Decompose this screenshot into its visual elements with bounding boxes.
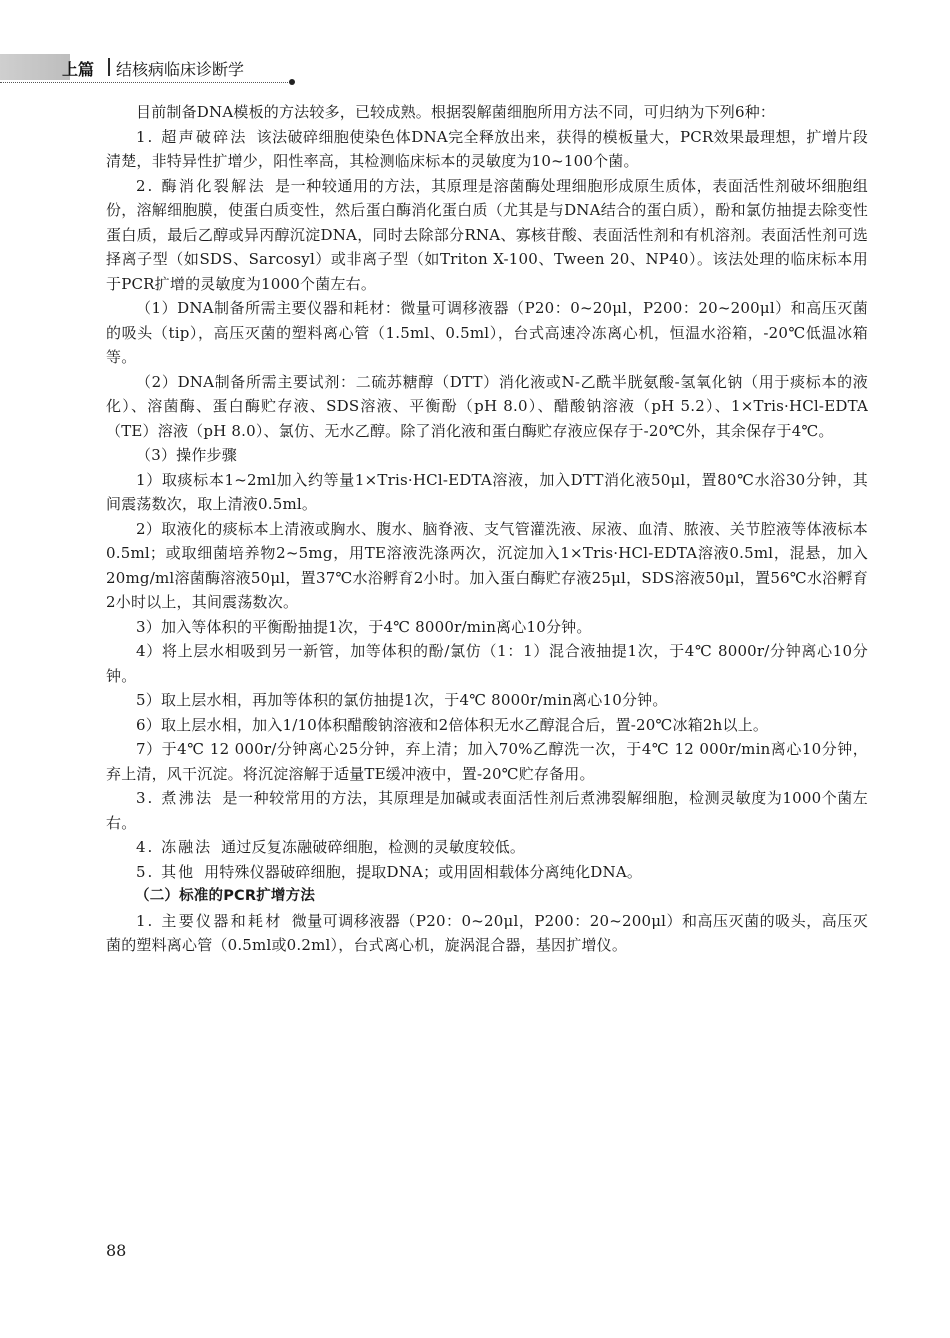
header-dot xyxy=(289,79,295,85)
book-title: 结核病临床诊断学 xyxy=(116,60,245,79)
running-header xyxy=(0,54,300,80)
paragraph-instruments: （1）DNA制备所需主要仪器和耗材：微量可调移液器（P20：0~20μl，P200：20~200μl）和高压灭菌的吸头（tip），高压灭菌的塑料离心管（1.5ml、0.5ml），台式高速冷冻离心机，恒温水浴箱，-20℃低温冰箱等。 xyxy=(106,299,868,366)
header-separator xyxy=(108,58,110,76)
paragraph-method-2: 2. 酶消化裂解法 是一种较通用的方法，其原理是溶菌酶处理细胞形成原生质体，表面活性剂破坏细胞组份，溶解细胞膜，使蛋白质变性，然后蛋白酶消化蛋白质（尤其是与DNA结合的蛋白质），酚和氯仿抽提去除变性蛋白质，最后乙醇或异丙醇沉淀DNA，同时去除部分RNA、寡核苷酸、表面活性剂和有机溶剂。表面活性剂可选择离子型（如SDS、Sarcosyl）或非离子型（如Triton X-100、Tween 20、NP40）。该法处理的临床标本用于PCR扩增的灵敏度为1000个菌左右。 xyxy=(106,176,868,293)
paragraph-step-1: 1）取痰标本1~2ml加入约等量1×Tris·HCl-EDTA溶液，加入DTT消化液50μl，置80℃水浴30分钟，其间震荡数次，取上清液0.5ml。 xyxy=(106,470,868,513)
page-body xyxy=(106,100,868,958)
header-band xyxy=(0,54,70,80)
paragraph-step-2: 2）取液化的痰标本上清液或胸水、腹水、脑脊液、支气管灌洗液、尿液、血清、脓液、关节腔液等体液标本0.5ml；或取细菌培养物2~5mg，用TE溶液洗涤两次，沉淀加入1×Tris·HCl-EDTA溶液0.5ml，混悬，加入20mg/ml溶菌酶溶液50μl，置37℃水浴孵育2小时。加入蛋白酶贮存液25μl，SDS溶液50μl，置56℃水浴孵育2小时以上，其间震荡数次。 xyxy=(106,519,868,611)
paragraph-intro: 目前制备DNA模板的方法较多，已较成熟。根据裂解菌细胞所用方法不同，可归纳为下列6种： xyxy=(136,103,776,121)
header-rule xyxy=(0,82,292,83)
method-term: 1. 超声破碎法 xyxy=(136,127,248,146)
method-term: 3. 煮沸法 xyxy=(136,789,214,807)
method-term: 5. 其他 xyxy=(136,862,196,881)
paragraph-method-4: 4. 冻融法 通过反复冻融破碎细胞，检测的灵敏度较低。 xyxy=(136,838,526,856)
method-term: 4. 冻融法 xyxy=(136,838,213,856)
paragraph-step-4: 4）将上层水相吸到另一新管，加等体积的酚/氯仿（1：1）混合液抽提1次，于4℃ 8000r/分钟离心10分钟。 xyxy=(106,642,868,685)
paragraph-method-1: 1. 超声破碎法 该法破碎细胞使染色体DNA完全释放出来，获得的模板量大，PCR效果最理想，扩增片段清楚，非特异性扩增少，阳性率高，其检测临床标本的灵敏度为10~100个菌。 xyxy=(106,127,868,170)
page-number: 88 xyxy=(106,1241,127,1260)
paragraph-step-3: 3）加入等体积的平衡酚抽提1次，于4℃ 8000r/min离心10分钟。 xyxy=(136,617,592,636)
part-label: 上篇 xyxy=(62,60,95,79)
paragraph-method-5: 5. 其他 用特殊仪器破碎细胞，提取DNA；或用固相载体分离纯化DNA。 xyxy=(136,862,643,881)
paragraph-step-7: 7）于4℃ 12 000r/分钟离心25分钟，弃上清；加入70%乙醇洗一次，于4℃ 12 000r/min离心10分钟，弃上清，风干沉淀。将沉淀溶解于适量TE缓冲液中，置-20℃贮存备用。 xyxy=(106,740,868,783)
method-term: 1. 主要仪器和耗材 xyxy=(136,911,283,930)
section-heading: （二）标准的PCR扩增方法 xyxy=(135,888,316,904)
paragraph-reagents: （2）DNA制备所需主要试剂：二硫苏糖醇（DTT）消化液或N-乙酰半胱氨酸-氢氧化钠（用于痰标本的液化）、溶菌酶、蛋白酶贮存液、SDS溶液、平衡酚（pH 8.0）、醋酸钠溶液（pH 5.2）、1×Tris·HCl-EDTA（TE）溶液（pH 8.0）、氯仿、无水乙醇。除了消化液和蛋白酶贮存液应保存于-20℃外，其余保存于4℃。 xyxy=(106,372,868,440)
paragraph-pcr-instruments: 1. 主要仪器和耗材 微量可调移液器（P20：0~20μl，P200：20~200μl）和高压灭菌的吸头，高压灭菌的塑料离心管（0.5ml或0.2ml），台式离心机，旋涡混合器，基因扩增仪。 xyxy=(106,911,868,954)
paragraph-steps-heading: （3）操作步骤 xyxy=(136,446,237,464)
paragraph-step-6: 6）取上层水相，加入1/10体积醋酸钠溶液和2倍体积无水乙醇混合后，置-20℃冰箱2h以上。 xyxy=(136,715,769,734)
paragraph-step-5: 5）取上层水相，再加等体积的氯仿抽提1次，于4℃ 8000r/min离心10分钟。 xyxy=(136,691,668,709)
method-term: 2. 酶消化裂解法 xyxy=(136,176,266,195)
paragraph-method-3: 3. 煮沸法 是一种较常用的方法，其原理是加碱或表面活性剂后煮沸裂解细胞，检测灵敏度为1000个菌左右。 xyxy=(106,789,868,832)
